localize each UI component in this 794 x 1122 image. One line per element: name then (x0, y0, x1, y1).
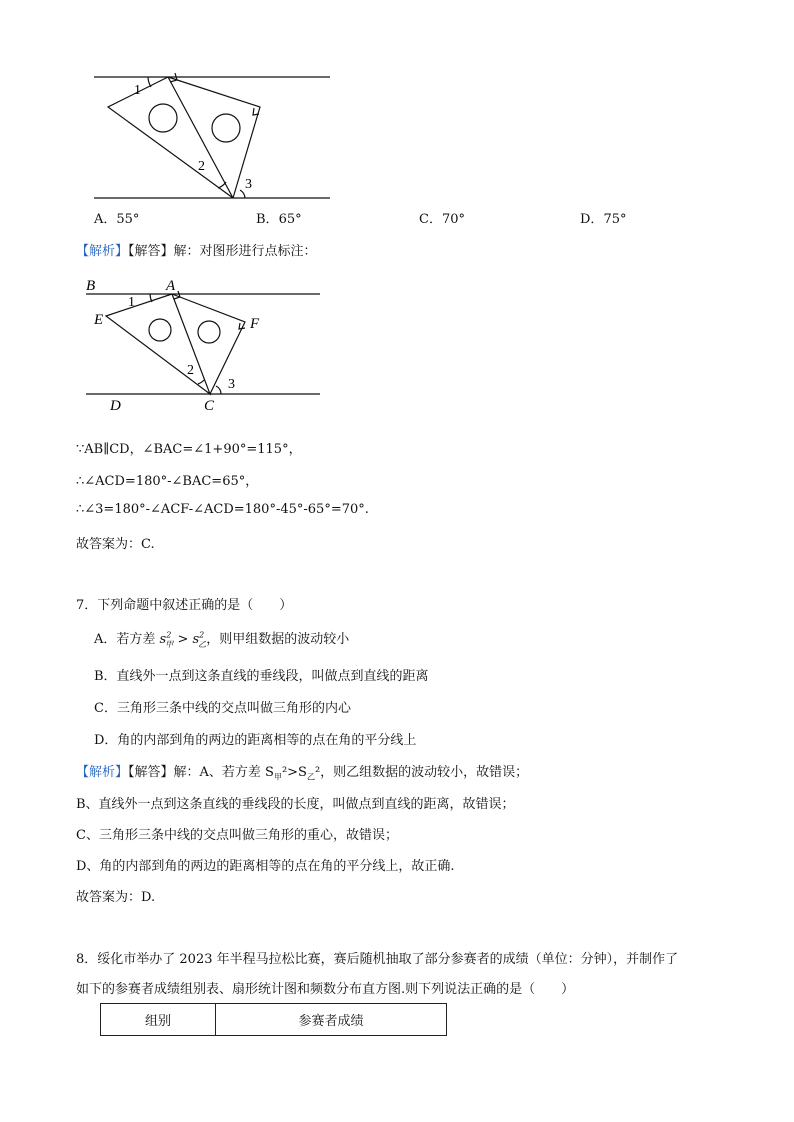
fig1-label-2: 2 (198, 159, 205, 174)
analysis-line: B、直线外一点到这条直线的垂线段的长度，叫做点到直线的距离，故错误； (76, 797, 515, 812)
option-a (94, 208, 139, 227)
analysis-sub-jia: 甲 (273, 772, 282, 782)
analysis-header-q6 (76, 240, 317, 259)
table-header-group: 组别 (101, 1004, 216, 1036)
variance-formula (160, 632, 207, 647)
table-header-score: 参赛者成绩 (216, 1004, 447, 1036)
option-a-text: 55° (116, 212, 140, 227)
analysis-a-part2: ²，则乙组数据的波动较小，故错误； (314, 765, 529, 780)
analysis-a-part1: 【解答】解：A、若方差 S (128, 765, 274, 780)
fig1-label-3: 3 (245, 177, 252, 192)
fig1-label-1: 1 (134, 83, 141, 98)
variance-sup2: 2 (199, 630, 205, 640)
fig2-label-1: 1 (128, 295, 135, 310)
fig2-label-a: A (166, 278, 176, 294)
q7-option-a (94, 628, 349, 650)
option-c-letter: C． (419, 212, 442, 227)
variance-sup1: 2 (166, 630, 172, 640)
fig2-label-f: F (250, 316, 260, 332)
solution-line: ∴∠3=180°-∠ACF-∠ACD=180°-45°-65°=70°. (76, 502, 369, 517)
q7-option-d: D．角的内部到角的两边的距离相等的点在角的平分线上 (94, 733, 417, 748)
fig2-label-c: C (204, 398, 215, 414)
fig2-label-3: 3 (228, 377, 235, 392)
analysis-header-q7 (76, 761, 528, 783)
option-c-text: 70° (441, 212, 465, 227)
solution-line: ∵AB∥CD，∠BAC=∠1+90°=115°， (76, 442, 302, 457)
option-d-text: 75° (603, 212, 627, 227)
option-d (580, 208, 626, 227)
option-a-letter: A． (94, 212, 117, 227)
q7-option-a-prefix: A．若方差 (94, 632, 156, 647)
group-table (100, 1003, 447, 1036)
fig2-label-2: 2 (187, 363, 194, 378)
option-b-letter: B． (256, 212, 279, 227)
q7-option-a-suffix: ，则甲组数据的波动较小 (206, 632, 350, 647)
option-c (419, 208, 465, 227)
analysis-tag: 【解析】 (76, 765, 129, 780)
option-b-text: 65° (278, 212, 302, 227)
analysis-a-mid: ²>S (281, 765, 307, 780)
analysis-intro: 【解答】解：对图形进行点标注： (128, 244, 317, 259)
solution-line: 故答案为：C. (76, 537, 155, 552)
fig2-label-b: B (86, 278, 96, 294)
fig2-label-e: E (94, 312, 104, 328)
variance-symbol-s2: s (192, 632, 200, 647)
option-d-letter: D． (580, 212, 604, 227)
variance-sub-yi: 乙 (198, 639, 207, 649)
question-8-line2: 如下的参赛者成绩组别表、扇形统计图和频数分布直方图.则下列说法正确的是（ ） (76, 982, 575, 997)
figure-parallel-lines-triangles (90, 70, 340, 205)
analysis-sub-yi: 乙 (306, 772, 315, 782)
question-8-line1: 8．绥化市举办了 2023 年半程马拉松比赛，赛后随机抽取了部分参赛者的成绩（单位：分钟），并制作了 (76, 952, 679, 967)
analysis-line: D、角的内部到角的两边的距离相等的点在角的平分线上，故正确. (76, 859, 455, 874)
figure-labeled-points (80, 274, 330, 414)
variance-sub-jia: 甲 (165, 639, 174, 649)
variance-symbol-s1: s (159, 632, 167, 647)
question-7-stem: 7．下列命题中叙述正确的是（ ） (76, 598, 293, 613)
analysis-tag: 【解析】 (76, 244, 129, 259)
q7-option-c: C．三角形三条中线的交点叫做三角形的内心 (94, 701, 351, 716)
option-b (256, 208, 302, 227)
fig2-label-d: D (110, 398, 121, 414)
table-row (101, 1004, 447, 1036)
analysis-line: C、三角形三条中线的交点叫做三角形的重心，故错误； (76, 828, 398, 843)
solution-line: ∴∠ACD=180°-∠BAC=65°， (76, 474, 259, 489)
variance-gt: > (177, 632, 189, 647)
analysis-line: 故答案为：D. (76, 890, 156, 905)
q7-option-b: B．直线外一点到这条直线的垂线段，叫做点到直线的距离 (94, 669, 429, 684)
